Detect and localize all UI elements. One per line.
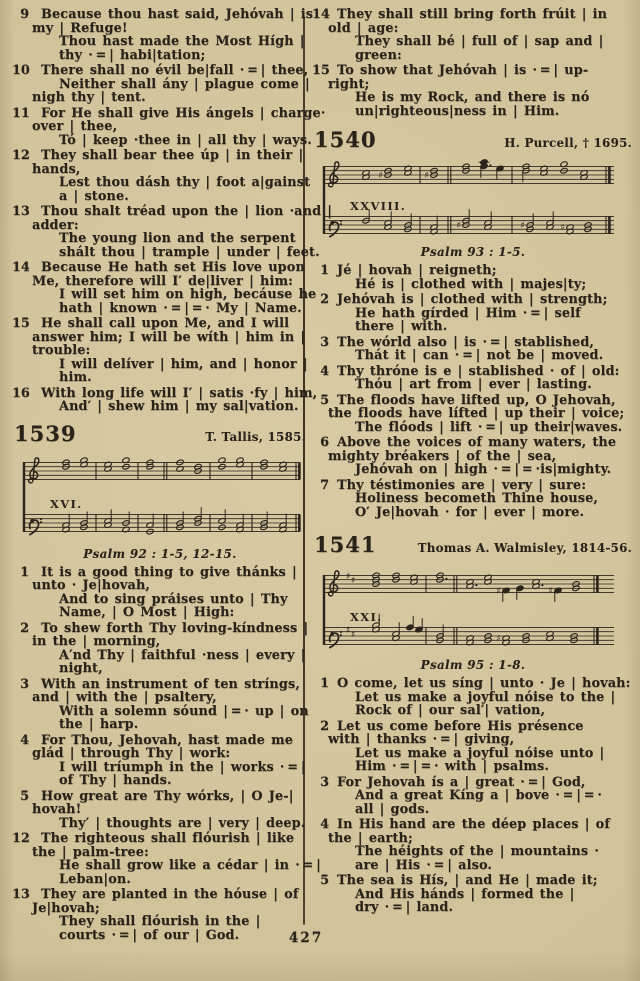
psalm-verse [312,436,634,477]
psalm-verse [12,734,308,788]
verse-line: And′ | shew him | my sal|vation. [59,399,299,414]
verse-line: In His hand are the déep places | of [337,817,610,832]
verse-line: hands, [32,161,81,177]
tune-number-label: XVI. [50,496,83,511]
verse-line: Thóu | art from | ever | lasting. [355,377,592,392]
verse-line: Above the voices of many waters, the [337,435,617,450]
tune-number-label: XXI. [350,610,383,624]
verse-line: The young lion and the serpent [59,231,296,246]
verse-line: Lest thou dásh thy | foot a|gainst [59,175,311,190]
verse-line: How great are Thy wórks, | O Je-| [41,788,294,804]
psalm-95-verses [312,677,634,915]
psalm-verse [312,394,634,435]
verse-number: 14 [312,7,330,22]
hymn-number: 1541 [314,532,377,557]
verse-line: Jehóvah is | clothed with | strength; [337,292,608,307]
psalm-caption: Psalm 93 : 1-5. [420,245,526,259]
verse-number: 5 [320,392,329,408]
verse-number: 1 [320,676,329,691]
verse-line: The héights of the | mountains · [355,844,599,859]
verse-number: 12 [12,831,30,846]
svg-text:♯: ♯ [548,586,553,597]
verse-line: Leban|on. [59,871,131,887]
verse-line: Neither shall ány | plague come | [59,76,310,92]
verse-line: The righteous shall flóurish | like [41,831,295,846]
verse-line: over | thee, [32,119,118,134]
verse-line: Hé is | clothed with | majes|ty; [355,276,587,292]
verse-line: green: [355,47,402,63]
psalm-verse [12,148,311,204]
svg-text:♯: ♯ [496,634,501,645]
verse-line: And a great Kíng a | bove · = | = · [355,788,602,803]
verse-line: He shall call upon Me, and I will [41,316,290,331]
verse-number: 10 [12,63,30,78]
verse-line: Let us make a joyful nóise unto | [355,745,605,761]
verse-number: 7 [320,477,329,493]
verse-line: dry · = | land. [355,900,454,915]
verse-number: 4 [20,732,29,748]
verse-line: With an instrument of ten stríngs, [41,676,300,692]
svg-text:♯: ♯ [346,626,351,636]
psalm-verse [12,317,308,385]
verse-line: He is my Rock, and there is nó [355,90,590,105]
treble-clef-icon [329,162,339,187]
psalm-caption: Psalm 95 : 1-8. [420,658,526,672]
verse-line: hath | known · = | = · My | Name. [59,300,302,316]
svg-text:♯: ♯ [520,221,525,231]
hymn-attribution: H. Purcell, † 1695. [504,136,632,150]
verse-line: The wórld also | is · = | stablished, [337,334,595,350]
verse-line: unto · Je|hovah, [32,578,150,593]
psalm-verse [312,336,634,363]
svg-text:♯: ♯ [351,576,356,586]
svg-text:♯: ♯ [560,223,565,234]
psalm-verse [312,874,634,915]
verse-line: the floods have lífted | up their | voice; [328,406,625,421]
verse-line: They shall still bring forth frúit | in [337,7,608,22]
verse-number: 9 [20,7,29,22]
psalm-92-continuation [312,8,634,118]
verse-number: 3 [20,676,29,692]
verse-number: 15 [312,63,330,78]
verse-line: He shall grow like a cédar | in · = | [59,858,321,873]
page-number: 427 [288,930,324,946]
verse-line: A′nd Thy | faithful ·ness | every | [59,647,306,663]
hymn-attribution: Thomas A. Walmisley, 1814-56. [417,541,632,555]
verse-line: hovah! [32,802,82,817]
verse-line: O′ Je|hovah · for | ever | more. [355,504,585,520]
psalm-91-continuation [12,7,333,414]
psalm-verse [312,776,634,817]
verse-number: 12 [12,148,30,163]
verse-line: For He shall give His ángels | charge· [41,105,326,121]
verse-line: Thát it | can · = | not be | moved. [355,348,604,363]
verse-line: Him · = | = · with | psalms. [355,759,549,774]
psalm-verse [312,8,634,62]
verse-line: Jehóvah on | high · = | = ·is|mighty. [355,462,612,477]
svg-text:♯: ♯ [346,572,351,582]
verse-line: and | with the | psaltery, [32,690,217,705]
verse-line: right; [328,76,370,92]
verse-line: Let us make a joyful nóise to the | [355,689,616,705]
verse-line: They shall bé | full of | sap and | [355,34,604,49]
verse-line: The floods have lifted up, O Jehovah, [337,392,616,408]
verse-line: And to sing práises unto | Thy [59,591,288,607]
verse-line: thy · = | habi|tation; [59,47,206,63]
verse-number: 16 [12,385,30,401]
verse-line: To show that Jehóvah | is · = | up- [337,63,589,78]
psalm-verse [12,204,333,260]
verse-line: my | Refuge! [32,20,128,36]
hymn-1541-header [314,533,632,556]
verse-line: Je|hovah; [32,900,100,916]
verse-line: the | earth; [328,830,413,846]
verse-line: They shall bear thee úp | in their | [41,148,304,163]
verse-number: 6 [320,435,329,450]
treble-clef-icon [29,457,39,482]
psalm-verse [12,790,308,831]
verse-line: Because He hath set His love upon [41,260,305,275]
verse-line: And His hánds | formed the | [355,886,575,902]
verse-number: 2 [20,620,29,636]
hymn-number: 1539 [14,420,77,446]
treble-clef-icon [329,571,339,596]
verse-line: courts · = | of our | God. [59,927,240,943]
verse-line: Me, therefore will I′ de|liver | him: [32,273,294,289]
verse-line: trouble: [32,343,91,358]
verse-number: 5 [20,788,29,804]
verse-line: With a solemn sóund | = · up | on [59,703,309,719]
verse-line: with | thanks · = | giving, [328,732,515,747]
verse-line: Thou hast made the Most Hígh | [59,34,305,49]
hymn-1539-header [14,422,306,445]
svg-text:♯: ♯ [378,171,383,181]
psalm-verse [12,678,308,732]
verse-line: shált thou | trample | under | feet. [59,244,320,260]
psalm-verse [12,888,308,942]
verse-line: the | palm-tree: [32,844,149,860]
psalm-verse [312,720,634,774]
verse-number: 13 [12,887,30,902]
psalm-verse [312,479,634,520]
psalm-verse [312,64,634,118]
psalm-verse [12,7,314,63]
verse-line: mighty bréakers | of the | sea, [328,448,557,464]
verse-line: old | age: [328,20,399,36]
verse-number: 3 [320,334,329,350]
music-notation-1541 [320,558,618,658]
verse-line: him. [59,370,92,385]
hymn-attribution: T. Tallis, 1585. [205,429,306,444]
music-notation-1540 [320,153,618,245]
svg-text:♯: ♯ [424,171,429,181]
psalm-verse [312,677,634,718]
verse-line: in the | morning, [32,634,161,649]
verse-line: of Thy | hands. [59,773,172,788]
verse-line: Thou shalt tréad upon the | lion ·and | [41,204,333,219]
verse-line: He hath gírded | Him · = | self [355,305,581,321]
verse-number: 15 [12,316,30,331]
verse-line: They are planted in the hóuse | of [41,887,299,902]
verse-number: 1 [320,263,329,278]
psalm-verse [312,293,634,334]
verse-line: Rock of | our sal′| vation, [355,703,546,718]
psalm-verse [12,260,317,316]
tune-number-label: XXVIII. [350,199,407,213]
hymn-number: 1540 [314,127,377,152]
verse-line: Thy téstimonies are | very | sure: [337,477,587,493]
music-notation-1539 [20,447,304,547]
verse-number: 4 [320,363,329,379]
psalm-verse [12,105,326,148]
psalm-verse [312,818,634,872]
svg-text:♯: ♯ [496,586,501,597]
verse-line: They shall flóurish in the | [59,914,261,929]
verse-line: I will delíver | him, and | honor | [59,356,308,372]
psalm-verse [12,831,321,887]
psalm-verse [12,622,308,676]
verse-line: Tó | keep ·thee in | all thy | ways. [59,132,312,148]
verse-number: 11 [12,105,30,121]
verse-line: un|righteous|ness in | Him. [355,103,560,119]
verse-number: 2 [320,292,329,307]
verse-number: 13 [12,204,30,219]
right-column [312,8,634,917]
verse-line: Because thou hast said, Jehóvah | is [41,7,314,22]
verse-number: 14 [12,260,30,275]
psalm-verse [312,264,634,291]
svg-text:♯: ♯ [351,630,356,640]
verse-line: It is a good thing to give thánks | [41,564,297,580]
verse-line: Holiness becometh Thine house, [355,491,598,506]
verse-line: Jé | hovah | reigneth; [337,263,497,278]
verse-line: adder: [32,217,79,233]
verse-line: there | with. [355,319,448,334]
verse-line: Name, | O Most | High: [59,605,235,620]
verse-line: Let us come before His présence [337,718,584,734]
verse-line: There shall no évil be|fall · = | thee, [41,63,309,78]
verse-line: nigh thy | tent. [32,90,146,105]
verse-line: The flóods | lift · = | up their|waves. [355,419,623,435]
verse-line: O come, let us síng | unto · Je | hovah: [337,676,631,691]
verse-number: 2 [320,718,329,734]
verse-line: The sea is Hís, | and He | made it; [337,873,598,888]
psalm-verse [12,566,308,620]
verse-number: 4 [320,817,329,832]
verse-line: For Thou, Jehovah, hast made me [41,732,294,748]
psalm-93-verses [312,264,634,519]
verse-line: For Jehovah ís a | great · = | God, [337,774,586,790]
verse-line: To shew forth Thy loving-kíndness | [41,620,309,636]
psalm-verse [12,64,308,105]
verse-line: the | harp. [59,717,139,732]
svg-text:♯: ♯ [456,221,461,231]
verse-line: I will tríumph in the | works · = | [59,759,306,775]
verse-number: 5 [320,873,329,888]
verse-number: 1 [20,564,29,580]
verse-line: glád | through Thy | work: [32,746,231,761]
hymn-1540-header [314,128,632,151]
psalm-verse [12,385,318,414]
verse-line: With long life will I′ | satis ·fy | him, [41,385,318,401]
verse-line: I will set him on high, becáuse he [59,287,317,302]
verse-line: are | His · = | also. [355,857,493,873]
verse-line: a | stone. [59,188,129,204]
psalm-caption: Psalm 92 : 1-5, 12-15. [83,546,237,561]
psalm-verse [312,365,634,392]
verse-line: Thy′ | thoughts are | very | deep. [59,815,306,831]
verse-line: night, [59,661,103,676]
verse-line: all | gods. [355,801,430,817]
verse-line: Thy thróne is e | stablished · of | old: [337,363,620,379]
verse-line: answer him; I will be wíth | him in | [32,329,306,345]
verse-number: 3 [320,774,329,790]
